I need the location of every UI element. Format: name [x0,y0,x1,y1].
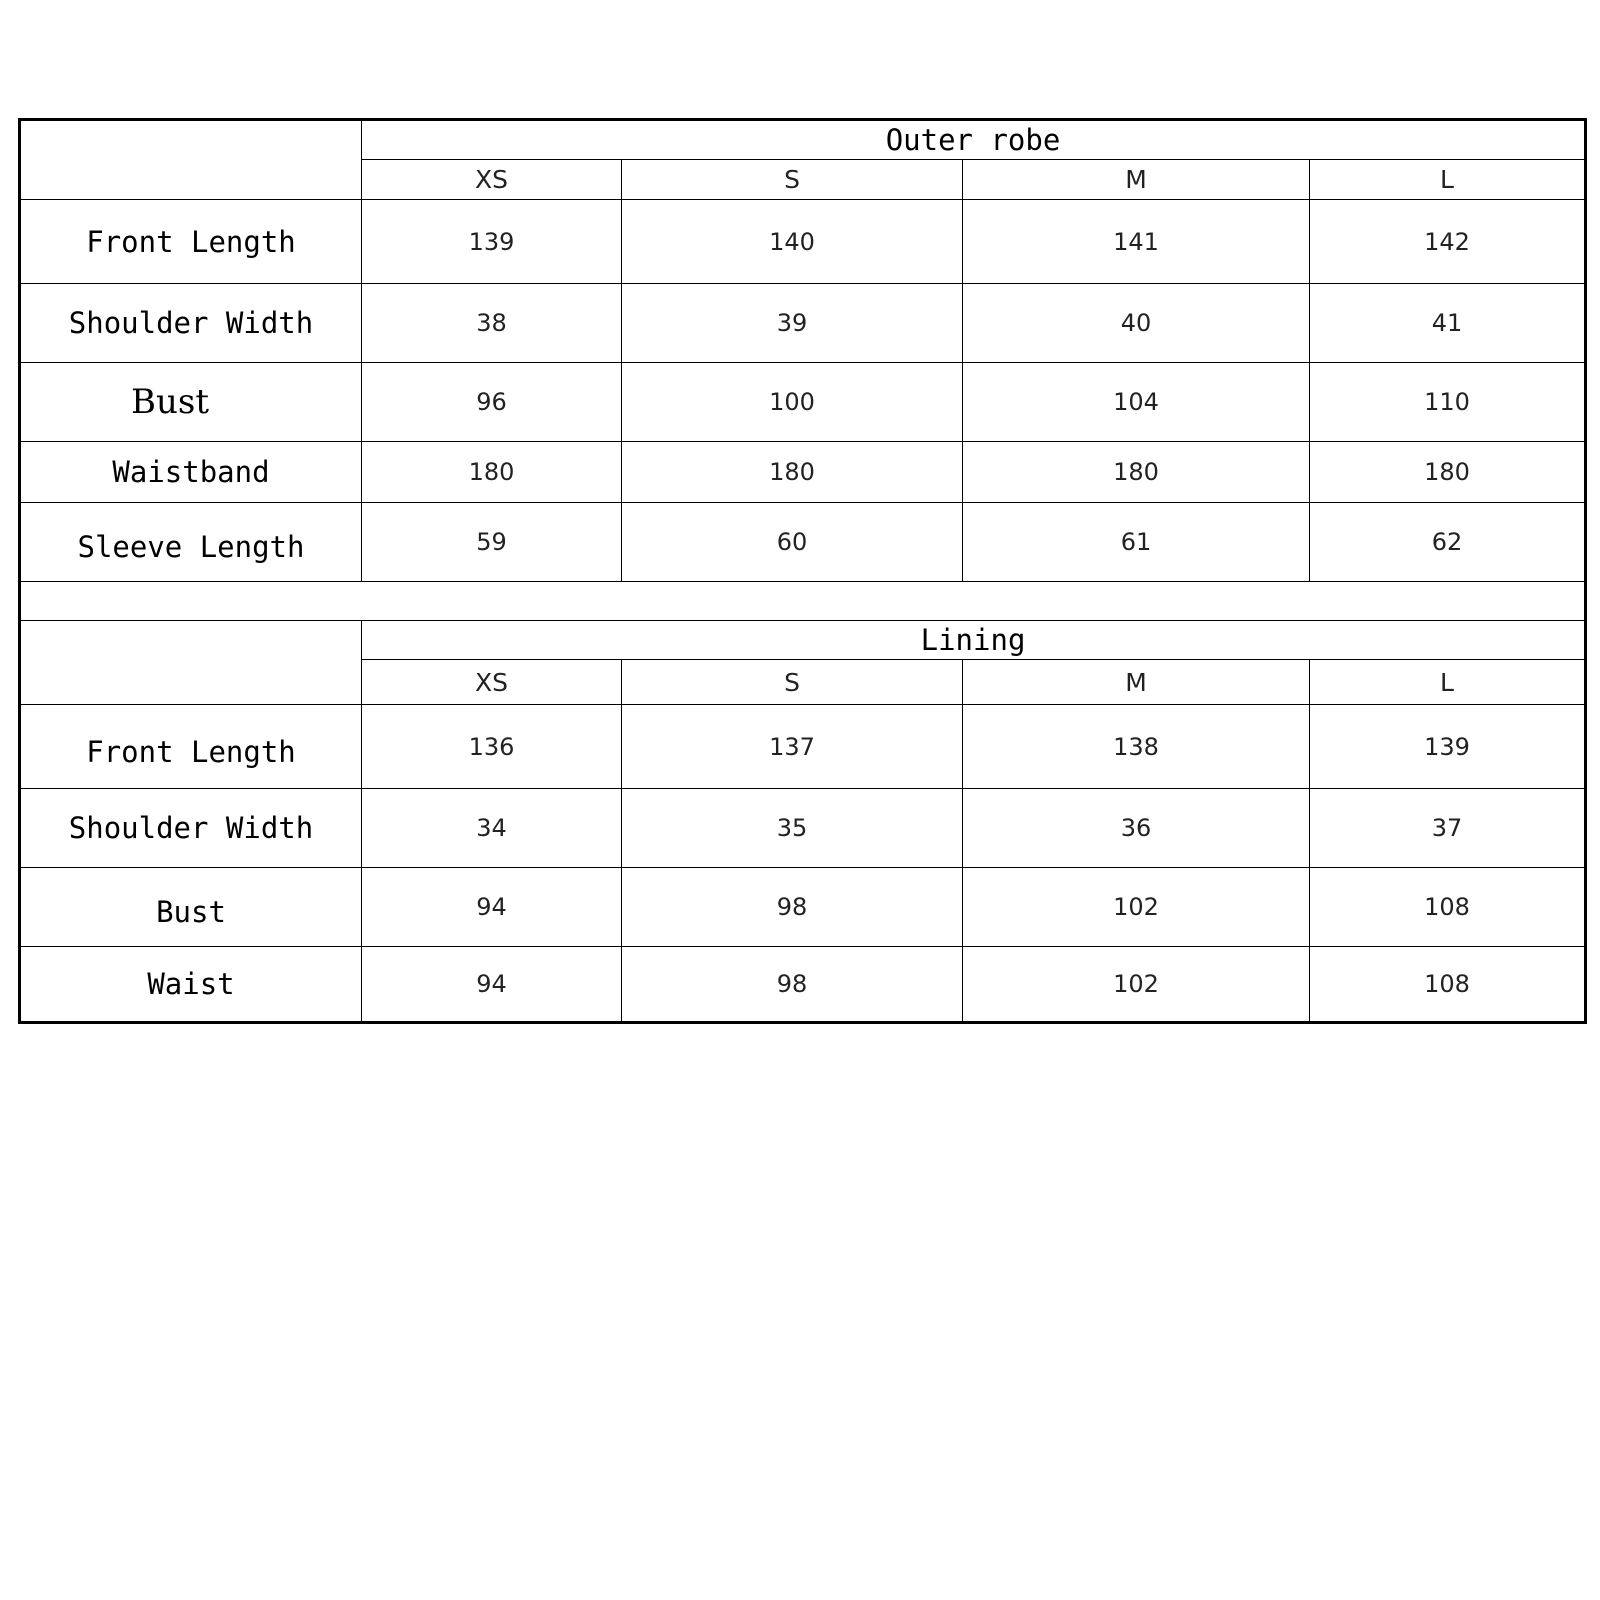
row-label: Bust [20,363,362,442]
row-label: Shoulder Width [20,789,362,868]
size-header-m: M [963,160,1310,200]
table-cell: 108 [1310,947,1586,1023]
section-spacer [20,582,1586,621]
table-cell: 59 [362,503,622,582]
table-cell: 40 [963,284,1310,363]
lining-title-row [20,621,1586,660]
table-cell: 139 [1310,705,1586,789]
table-cell: 102 [963,947,1310,1023]
row-label: Waistband [20,442,362,503]
table-cell: 140 [622,200,963,284]
table-cell: 38 [362,284,622,363]
table-cell: 104 [963,363,1310,442]
size-header-xs: XS [362,160,622,200]
table-cell: 34 [362,789,622,868]
table-cell: 98 [622,947,963,1023]
table-row [20,442,1586,503]
size-header-s: S [622,160,963,200]
table-cell: 36 [963,789,1310,868]
table-cell: 110 [1310,363,1586,442]
table-row [20,947,1586,1023]
table-cell: 61 [963,503,1310,582]
row-label: Front Length [20,705,362,789]
row-label: Front Length [20,200,362,284]
table-row [20,705,1586,789]
table-cell: 142 [1310,200,1586,284]
table-cell: 98 [622,868,963,947]
table-cell: 94 [362,947,622,1023]
table-row [20,789,1586,868]
size-header-s: S [622,660,963,705]
size-chart-table [18,118,1587,1024]
table-row [20,868,1586,947]
size-header-m: M [963,660,1310,705]
table-cell: 39 [622,284,963,363]
row-label: Bust [20,868,362,947]
table-cell: 136 [362,705,622,789]
outer-robe-title-row [20,120,1586,160]
outer-robe-corner-cell [20,120,362,200]
section-spacer-row [20,582,1586,621]
size-header-xs: XS [362,660,622,705]
table-cell: 96 [362,363,622,442]
table-row [20,503,1586,582]
table-cell: 100 [622,363,963,442]
table-cell: 62 [1310,503,1586,582]
size-header-l: L [1310,660,1586,705]
table-row [20,200,1586,284]
table-cell: 139 [362,200,622,284]
outer-robe-title: Outer robe [362,120,1586,160]
table-cell: 108 [1310,868,1586,947]
lining-title: Lining [362,621,1586,660]
table-cell: 102 [963,868,1310,947]
row-label: Waist [20,947,362,1023]
table-row [20,363,1586,442]
table-cell: 180 [362,442,622,503]
table-cell: 180 [1310,442,1586,503]
table-cell: 180 [963,442,1310,503]
row-label: Shoulder Width [20,284,362,363]
size-header-l: L [1310,160,1586,200]
table-cell: 60 [622,503,963,582]
row-label: Sleeve Length [20,503,362,582]
table-row [20,284,1586,363]
lining-corner-cell [20,621,362,705]
table-cell: 37 [1310,789,1586,868]
table-cell: 137 [622,705,963,789]
table-cell: 94 [362,868,622,947]
table-cell: 141 [963,200,1310,284]
table-cell: 138 [963,705,1310,789]
table-cell: 41 [1310,284,1586,363]
table-cell: 180 [622,442,963,503]
table-cell: 35 [622,789,963,868]
